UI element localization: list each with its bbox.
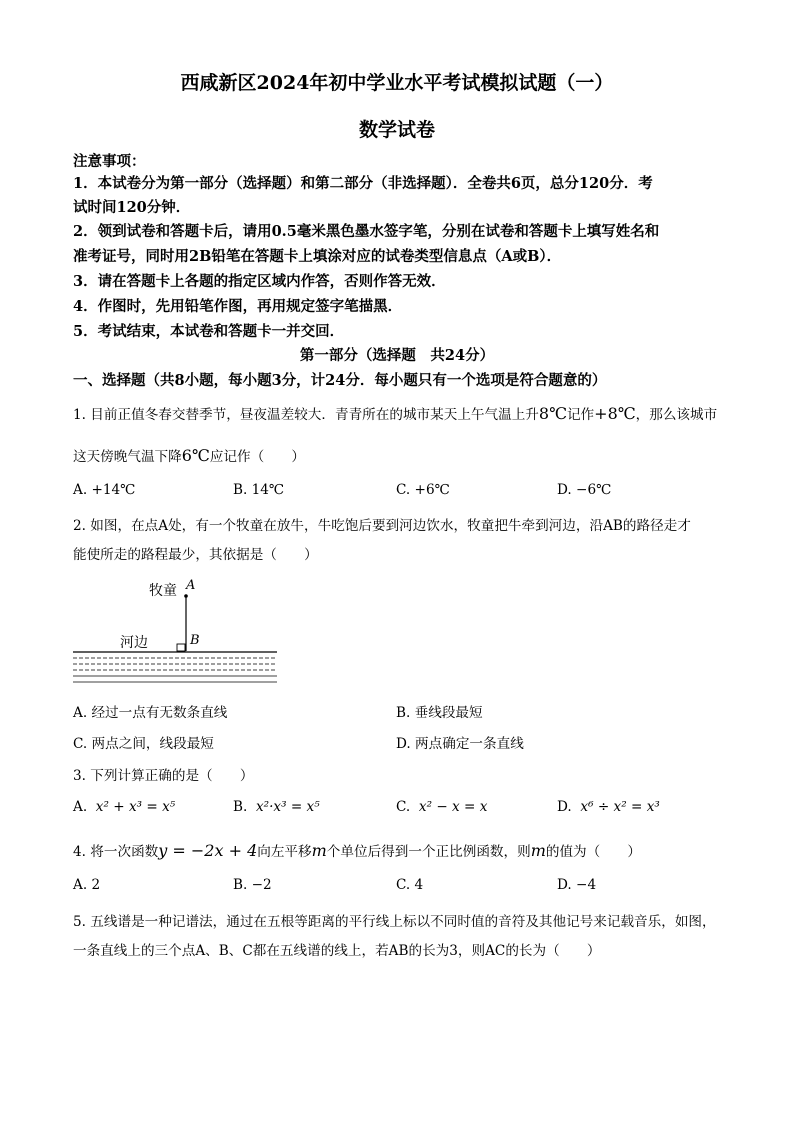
note-line: 2．领到试卷和答题卡后，请用0.5毫米黑色墨水签字笔，分别在试卷和答题卡上填写姓名和 [73, 223, 660, 240]
q3-option-d: D. x⁶ ÷ x² = x³ [557, 799, 660, 815]
q1-option-c: C. +6℃ [396, 482, 450, 498]
river-diagram [73, 578, 283, 690]
q4-option-b: B. −2 [233, 877, 272, 893]
label-point-b: B [190, 633, 200, 648]
note-line: 4．作图时，先用铅笔作图，再用规定签字笔描黑． [73, 298, 403, 315]
note-line: 1．本试卷分为第一部分（选择题）和第二部分（非选择题）．全卷共6页，总分120分．考 [73, 175, 653, 192]
q1-option-b: B. 14℃ [233, 482, 285, 498]
q4-option-c: C. 4 [396, 877, 424, 893]
note-line: 3．请在答题卡上各题的指定区域内作答，否则作答无效． [73, 273, 446, 290]
note-line: 试时间120分钟． [73, 199, 191, 216]
temperature-rise: 8℃ [538, 404, 567, 423]
q2-option-c: C. 两点之间，线段最短 [73, 736, 214, 752]
label-river: 河边 [120, 635, 148, 651]
exam-subtitle: 数学试卷 [358, 119, 435, 141]
q3-expr-c: x² − x = x [418, 799, 488, 815]
notes-heading: 注意事项： [73, 153, 146, 170]
q4-option-a: A. 2 [73, 877, 101, 893]
q2-option-b: B. 垂线段最短 [396, 705, 483, 721]
note-line: 5．考试结束，本试卷和答题卡一并交回． [73, 323, 345, 340]
question-3-stem: 3. 下列计算正确的是（ ） [73, 768, 254, 784]
question-4-stem: 4. 将一次函数y = −2x + 4向左平移m个单位后得到一个正比例函数，则m的值为（ ） [73, 841, 642, 860]
q2-option-d: D. 两点确定一条直线 [396, 736, 524, 752]
exam-title: 西咸新区2024年初中学业水平考试模拟试题（一） [180, 72, 614, 94]
q3-option-c: C. x² − x = x [396, 799, 488, 815]
temperature-rise-notation: +8℃ [594, 404, 636, 423]
note-line: 准考证号，同时用2B铅笔在答题卡上填涂对应的试卷类型信息点（A或B）． [73, 248, 562, 265]
q1-option-d: D. −6℃ [557, 482, 612, 498]
q3-option-a: A. x² + x³ = x⁵ [73, 799, 176, 815]
question-5-line1: 5. 五线谱是一种记谱法，通过在五根等距离的平行线上标以不同时值的音符及其他记号来记载音乐，如图， [73, 914, 716, 930]
q3-expr-b: x²·x³ = x⁵ [255, 799, 320, 815]
question-2-line2: 能使所走的路程最少，其依据是（ ） [73, 547, 318, 563]
linear-function: y = −2x + 4 [158, 841, 258, 860]
question-1-line2: 这天傍晚气温下降6℃应记作（ ） [73, 446, 305, 465]
right-angle-marker [177, 644, 185, 651]
q1-option-a: A. +14℃ [73, 482, 136, 498]
q4-option-d: D. −4 [557, 877, 597, 893]
part1-heading: 第一部分（选择题 共24分） [299, 347, 495, 364]
point-a-dot [184, 594, 188, 598]
river-figure [73, 578, 283, 690]
label-point-a: A [186, 578, 196, 593]
q2-option-a: A. 经过一点有无数条直线 [73, 705, 228, 721]
section-heading: 一、选择题（共8小题，每小题3分，计24分．每小题只有一个选项是符合题意的） [73, 372, 607, 389]
question-5-line2: 一条直线上的三个点A、B、C都在五线谱的线上，若AB的长为3，则AC的长为（ ） [73, 943, 601, 959]
label-herder: 牧童 [149, 583, 177, 599]
q3-expr-a: x² + x³ = x⁵ [95, 799, 176, 815]
question-2-line1: 2. 如图，在点A处，有一个牧童在放牛，牛吃饱后要到河边饮水，牧童把牛牵到河边，沿AB的路径走才 [73, 518, 691, 534]
question-1-line1: 1. 目前正值冬春交替季节，昼夜温差较大．青青所在的城市某天上午气温上升8℃记作+8℃，那么该城市 [73, 404, 718, 423]
q3-expr-d: x⁶ ÷ x² = x³ [580, 799, 660, 815]
q3-option-b: B. x²·x³ = x⁵ [233, 799, 320, 815]
temperature-drop: 6℃ [181, 446, 210, 465]
